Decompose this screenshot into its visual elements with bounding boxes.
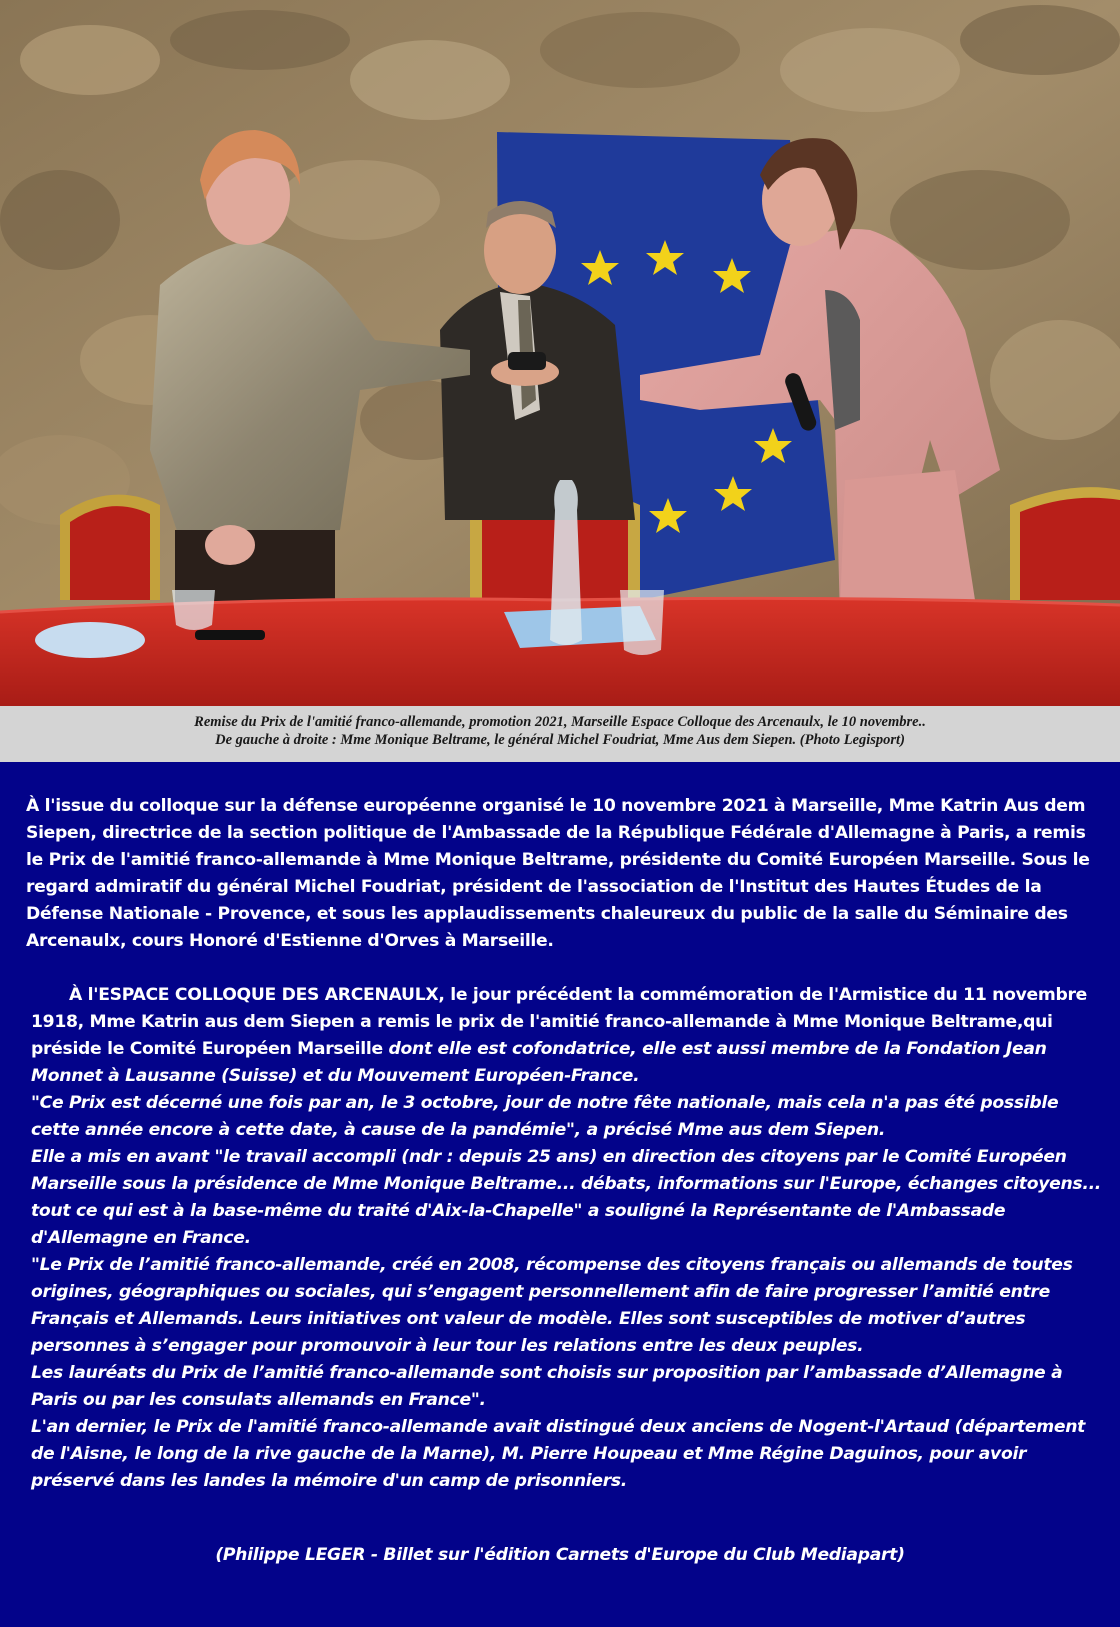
glass-left (172, 590, 215, 630)
quote-3: "Le Prix de l’amitié franco-allemande, créé en 2008, récompense des citoyens français ou allemands de toutes origines, géographiques ou sociales, qui s’engagent personnellement afin de faire progresser l’amitié entre Français et Allemands. Leurs initiatives ont valeur de modèle. Elles sont susceptibles de motiver d’autres personnes à s’engager pour promouvoir à leur tour les relations entre les deux peuples. (31, 1255, 1073, 1356)
signature: (Philippe LEGER - Billet sur l'édition Carnets d'Europe du Club Mediapart) (215, 1545, 905, 1565)
phone (195, 630, 265, 640)
photo-caption (0, 706, 1120, 762)
glass-right (620, 590, 664, 655)
quote-5: L'an dernier, le Prix de l'amitié franco-allemande avait distingué deux anciens de Nogent-l'Artaud (département de l'Aisne, le long de la rive gauche de la Marne), M. Pierre Houpeau et Mme Régine Daguinos, pour avoir préservé dans les landes la mémoire d'un camp de prisonniers. (31, 1417, 1086, 1491)
water-bottle (550, 480, 582, 645)
quote-1: "Ce Prix est décerné une fois par an, le 3 octobre, jour de notre fête nationale, mais cela n'a pas été possible cette année encore à cette date, à cause de la pandémie", a précisé Mme aus dem Siepen. (31, 1093, 1059, 1140)
article-paragraph-2 (31, 982, 1106, 1495)
quote-2: Elle a mis en avant "le travail accompli (ndr : depuis 25 ans) en direction des citoyens par le Comité Européen Marseille sous la présidence de Mme Monique Beltrame... débats, informations sur l'Europe, échanges citoyens... tout ce qui est à la base-même du traité d'Aix-la-Chapelle" a souligné la Représentante de l'Ambassade d'Allemagne en France. (31, 1147, 1102, 1248)
caption-line-2: De gauche à droite : Mme Monique Beltrame, le général Michel Foudriat, Mme Aus dem Siepen. (Photo Legisport) (215, 732, 905, 748)
quote-4: Les lauréats du Prix de l’amitié franco-allemande sont choisis sur proposition par l’ambassade d’Allemagne à Paris ou par les consulats allemands en France". (31, 1363, 1063, 1410)
article-paragraph-1: À l'issue du colloque sur la défense européenne organisé le 10 novembre 2021 à Marseille, Mme Katrin Aus dem Siepen, directrice de la section politique de l'Ambassade de la République Fédérale d'Allemagne à Paris, a remis le Prix de l'amitié franco-allemande à Mme Monique Beltrame, présidente du Comité Européen Marseille. Sous le regard admiratif du général Michel Foudriat, président de l'association de l'Institut des Hautes Études de la Défense Nationale - Provence, et sous les applaudissements chaleureux du public de la salle du Séminaire des Arcenaulx, cours Honoré d'Estienne d'Orves à Marseille. (26, 796, 1090, 951)
ceremony-photo (0, 0, 1120, 706)
p2-intro: À l'ESPACE COLLOQUE DES ARCENAULX, le jour précédent la commémoration de l'Armistice du 11 novembre 1918, Mme Katrin aus dem Siepen a remis le prix de l'amitié franco-allemande à Mme Monique Beltrame,qui préside le Comité Européen Marseille (31, 985, 1088, 1059)
caption-line-1: Remise du Prix de l'amitié franco-allemande, promotion 2021, Marseille Espace Colloque des Arcenaulx, le 10 novembre.. (194, 714, 926, 730)
face-mask (35, 622, 145, 658)
p2-italic: dont elle est cofondatrice, elle est aussi membre de la Fondation Jean Monnet à Lausanne (Suisse) et du Mouvement Européen-France. (31, 1039, 1047, 1086)
